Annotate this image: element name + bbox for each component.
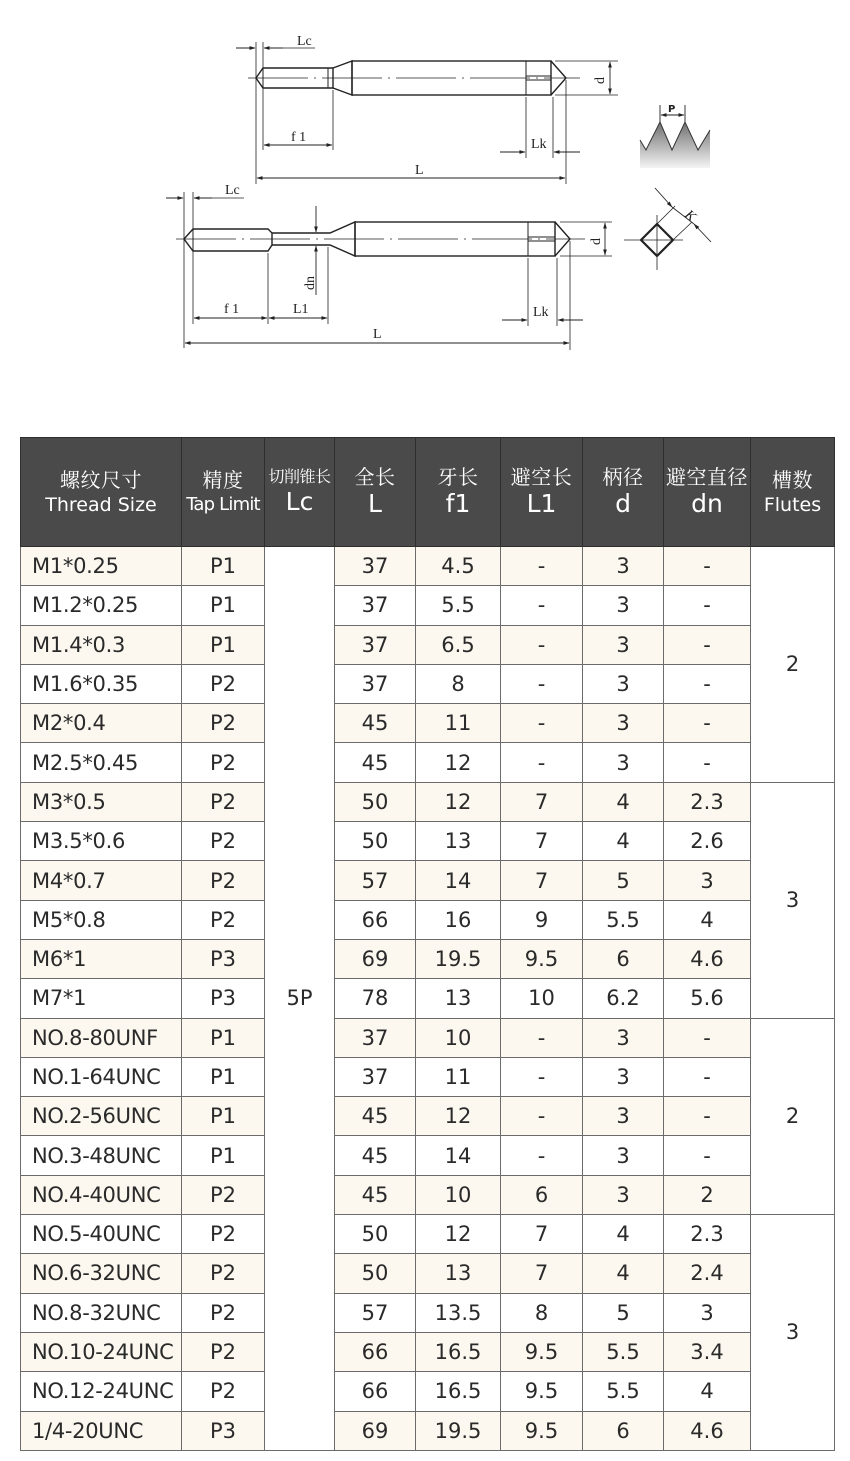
table-row [21, 1254, 835, 1293]
table-row [21, 782, 835, 821]
header-d [583, 438, 664, 547]
thread-size-cell: M4*0.7 [21, 861, 182, 900]
flutes-cell: 3 [751, 1215, 835, 1451]
d-cell: 5.5 [583, 900, 664, 939]
l1-cell: - [501, 586, 583, 625]
table-row [21, 1215, 835, 1254]
thread-size-cell: NO.6-32UNC [21, 1254, 182, 1293]
thread-size-cell: NO.8-80UNF [21, 1018, 182, 1057]
header-f1 [416, 438, 501, 547]
l1-cell: - [501, 1136, 583, 1175]
d-cell: 5 [583, 861, 664, 900]
header-tap-limit [182, 438, 265, 547]
f1-cell: 12 [416, 782, 501, 821]
header-en: Lc [285, 487, 314, 517]
thread-size-cell: M1*0.25 [21, 547, 182, 586]
f1-cell: 19.5 [416, 1411, 501, 1450]
table-row [21, 1372, 835, 1411]
l-cell: 50 [335, 1215, 416, 1254]
l1-cell: - [501, 743, 583, 782]
tap-dimension-diagram [0, 0, 850, 400]
dn-cell: - [664, 704, 751, 743]
l1-cell: 9 [501, 900, 583, 939]
l1-cell: - [501, 664, 583, 703]
header-zh: 柄径 [602, 465, 644, 490]
thread-size-cell: NO.2-56UNC [21, 1097, 182, 1136]
thread-size-cell: NO.4-40UNC [21, 1175, 182, 1214]
f1-cell: 14 [416, 1136, 501, 1175]
header-l1 [501, 438, 583, 547]
l1-cell: 9.5 [501, 1411, 583, 1450]
tap-limit-cell: P2 [182, 782, 265, 821]
dn-cell: 2.3 [664, 1215, 751, 1254]
d-cell: 4 [583, 782, 664, 821]
dn-cell: 4.6 [664, 939, 751, 978]
dn-cell: - [664, 586, 751, 625]
tap-limit-cell: P1 [182, 625, 265, 664]
bottom-l-label: L [373, 327, 382, 342]
l-cell: 37 [335, 625, 416, 664]
l-cell: 45 [335, 1175, 416, 1214]
d-cell: 3 [583, 1057, 664, 1096]
dn-cell: 2.3 [664, 782, 751, 821]
l1-cell: - [501, 1057, 583, 1096]
tap-limit-cell: P2 [182, 1332, 265, 1371]
header-en: f1 [445, 489, 471, 519]
table-row [21, 1411, 835, 1450]
thread-size-cell: M5*0.8 [21, 900, 182, 939]
f1-cell: 10 [416, 1018, 501, 1057]
table-row [21, 704, 835, 743]
lc-cell: 5P [265, 547, 335, 1451]
tap-limit-cell: P2 [182, 1215, 265, 1254]
f1-cell: 10 [416, 1175, 501, 1214]
dn-cell: - [664, 1136, 751, 1175]
l-cell: 50 [335, 782, 416, 821]
tap-limit-cell: P2 [182, 1372, 265, 1411]
dn-cell: 4 [664, 900, 751, 939]
d-cell: 4 [583, 1254, 664, 1293]
l1-cell: - [501, 704, 583, 743]
f1-cell: 5.5 [416, 586, 501, 625]
table-row [21, 1136, 835, 1175]
f1-cell: 16.5 [416, 1332, 501, 1371]
f1-cell: 8 [416, 664, 501, 703]
tap-limit-cell: P1 [182, 547, 265, 586]
f1-cell: 13.5 [416, 1293, 501, 1332]
l-cell: 37 [335, 1057, 416, 1096]
d-cell: 4 [583, 822, 664, 861]
flutes-cell: 3 [751, 782, 835, 1018]
pitch-label: P [668, 104, 676, 115]
l-cell: 69 [335, 1411, 416, 1450]
l-cell: 78 [335, 979, 416, 1018]
header-zh: 避空长 [510, 465, 573, 490]
thread-size-cell: NO.5-40UNC [21, 1215, 182, 1254]
tap-limit-cell: P3 [182, 1411, 265, 1450]
dn-cell: 3.4 [664, 1332, 751, 1371]
dn-cell: 3 [664, 1293, 751, 1332]
f1-cell: 13 [416, 979, 501, 1018]
table-header-row [21, 438, 835, 547]
flutes-cell: 2 [751, 1018, 835, 1214]
thread-size-cell: M1.6*0.35 [21, 664, 182, 703]
header-thread-size [21, 438, 182, 547]
l1-cell: 9.5 [501, 1372, 583, 1411]
header-lc [265, 438, 335, 547]
dn-cell: 4.6 [664, 1411, 751, 1450]
thread-size-cell: 1/4-20UNC [21, 1411, 182, 1450]
l-cell: 57 [335, 861, 416, 900]
thread-size-cell: M3.5*0.6 [21, 822, 182, 861]
header-en: d [615, 489, 631, 519]
d-cell: 3 [583, 547, 664, 586]
thread-size-cell: M7*1 [21, 979, 182, 1018]
dn-cell: - [664, 625, 751, 664]
f1-cell: 14 [416, 861, 501, 900]
table-row [21, 1332, 835, 1371]
tap-limit-cell: P1 [182, 1136, 265, 1175]
thread-size-cell: NO.8-32UNC [21, 1293, 182, 1332]
square-k-label: K [681, 207, 699, 226]
tap-limit-cell: P1 [182, 586, 265, 625]
header-en: Thread Size [45, 493, 157, 516]
l1-cell: 7 [501, 1254, 583, 1293]
l1-cell: 8 [501, 1293, 583, 1332]
top-l-label: L [415, 163, 424, 178]
table-row [21, 1057, 835, 1096]
dn-cell: - [664, 743, 751, 782]
tap-limit-cell: P3 [182, 939, 265, 978]
l-cell: 66 [335, 900, 416, 939]
d-cell: 5.5 [583, 1332, 664, 1371]
l-cell: 66 [335, 1332, 416, 1371]
table-body [21, 547, 835, 1451]
top-lk-label: Lk [531, 137, 547, 152]
dn-cell: 2.4 [664, 1254, 751, 1293]
table-row [21, 939, 835, 978]
bottom-f1-label: f 1 [224, 302, 240, 317]
d-cell: 3 [583, 586, 664, 625]
l1-cell: 7 [501, 1215, 583, 1254]
tap-limit-cell: P2 [182, 704, 265, 743]
tap-limit-cell: P3 [182, 979, 265, 1018]
thread-size-cell: NO.12-24UNC [21, 1372, 182, 1411]
dn-cell: - [664, 1018, 751, 1057]
dn-cell: - [664, 547, 751, 586]
thread-size-cell: M2.5*0.45 [21, 743, 182, 782]
l-cell: 45 [335, 1136, 416, 1175]
tap-limit-cell: P2 [182, 900, 265, 939]
dn-cell: 5.6 [664, 979, 751, 1018]
table-row [21, 625, 835, 664]
table-row [21, 1175, 835, 1214]
header-zh: 全长 [354, 465, 396, 490]
table-row [21, 547, 835, 586]
d-cell: 3 [583, 1175, 664, 1214]
tap-limit-cell: P2 [182, 1293, 265, 1332]
d-cell: 6 [583, 1411, 664, 1450]
d-cell: 3 [583, 1097, 664, 1136]
l1-cell: - [501, 1097, 583, 1136]
header-zh: 螺纹尺寸 [60, 467, 142, 492]
f1-cell: 6.5 [416, 625, 501, 664]
f1-cell: 13 [416, 1254, 501, 1293]
table-row [21, 743, 835, 782]
d-cell: 6.2 [583, 979, 664, 1018]
l-cell: 50 [335, 822, 416, 861]
table-row [21, 1097, 835, 1136]
d-cell: 3 [583, 743, 664, 782]
top-tap-drawing [236, 42, 618, 184]
header-en: Flutes [763, 493, 822, 516]
d-cell: 5.5 [583, 1372, 664, 1411]
dn-cell: 2.6 [664, 822, 751, 861]
table-row [21, 900, 835, 939]
f1-cell: 16.5 [416, 1372, 501, 1411]
l1-cell: 6 [501, 1175, 583, 1214]
l1-cell: - [501, 625, 583, 664]
d-cell: 3 [583, 1136, 664, 1175]
f1-cell: 12 [416, 743, 501, 782]
bottom-tap-drawing [166, 192, 612, 350]
bottom-lc-label: Lc [225, 183, 240, 198]
l-cell: 37 [335, 586, 416, 625]
tap-limit-cell: P1 [182, 1018, 265, 1057]
l-cell: 66 [335, 1372, 416, 1411]
thread-size-cell: NO.1-64UNC [21, 1057, 182, 1096]
l1-cell: - [501, 547, 583, 586]
flutes-cell: 2 [751, 547, 835, 783]
dn-cell: - [664, 1097, 751, 1136]
header-en: L1 [526, 489, 557, 519]
thread-size-cell: M2*0.4 [21, 704, 182, 743]
header-zh: 槽数 [772, 467, 813, 492]
header-flutes [751, 438, 835, 547]
l1-cell: 9.5 [501, 939, 583, 978]
table-row [21, 664, 835, 703]
header-en: L [368, 489, 382, 519]
l-cell: 45 [335, 743, 416, 782]
l-cell: 37 [335, 1018, 416, 1057]
dn-cell: - [664, 664, 751, 703]
thread-size-cell: M3*0.5 [21, 782, 182, 821]
l1-cell: 7 [501, 822, 583, 861]
dn-cell: 3 [664, 861, 751, 900]
dn-cell: 4 [664, 1372, 751, 1411]
table-row [21, 1293, 835, 1332]
top-f1-label: f 1 [291, 130, 307, 145]
thread-size-cell: M1.2*0.25 [21, 586, 182, 625]
header-zh: 避空直径 [666, 465, 748, 490]
bottom-lk-label: Lk [533, 305, 549, 320]
dn-cell: 2 [664, 1175, 751, 1214]
l-cell: 37 [335, 547, 416, 586]
tap-limit-cell: P2 [182, 861, 265, 900]
dn-cell: - [664, 1057, 751, 1096]
header-zh: 牙长 [437, 465, 479, 490]
d-cell: 3 [583, 664, 664, 703]
top-d-label: d [593, 77, 608, 84]
table-row [21, 586, 835, 625]
f1-cell: 11 [416, 704, 501, 743]
header-en: Tap Limit [186, 494, 260, 516]
tap-limit-cell: P2 [182, 664, 265, 703]
header-l [335, 438, 416, 547]
d-cell: 3 [583, 704, 664, 743]
bottom-d-label: d [589, 238, 604, 245]
l1-cell: 10 [501, 979, 583, 1018]
f1-cell: 19.5 [416, 939, 501, 978]
square-end-icon [624, 188, 711, 270]
f1-cell: 12 [416, 1215, 501, 1254]
d-cell: 4 [583, 1215, 664, 1254]
table-row [21, 979, 835, 1018]
tap-limit-cell: P2 [182, 1254, 265, 1293]
d-cell: 6 [583, 939, 664, 978]
d-cell: 3 [583, 1018, 664, 1057]
table-row [21, 822, 835, 861]
l1-cell: - [501, 1018, 583, 1057]
tap-specification-table [20, 437, 835, 1451]
header-dn [664, 438, 751, 547]
d-cell: 3 [583, 625, 664, 664]
l1-cell: 7 [501, 782, 583, 821]
table-row [21, 1018, 835, 1057]
l1-cell: 7 [501, 861, 583, 900]
d-cell: 5 [583, 1293, 664, 1332]
thread-size-cell: M6*1 [21, 939, 182, 978]
f1-cell: 12 [416, 1097, 501, 1136]
f1-cell: 13 [416, 822, 501, 861]
l-cell: 45 [335, 704, 416, 743]
bottom-dn-label: dn [303, 276, 318, 290]
f1-cell: 4.5 [416, 547, 501, 586]
thread-size-cell: NO.10-24UNC [21, 1332, 182, 1371]
l1-cell: 9.5 [501, 1332, 583, 1371]
top-lc-label: Lc [297, 34, 312, 49]
tap-limit-cell: P2 [182, 743, 265, 782]
table-row [21, 861, 835, 900]
bottom-l1-label: L1 [293, 302, 309, 317]
tap-limit-cell: P2 [182, 822, 265, 861]
tap-limit-cell: P1 [182, 1097, 265, 1136]
l-cell: 37 [335, 664, 416, 703]
tap-limit-cell: P1 [182, 1057, 265, 1096]
header-zh: 精度 [202, 468, 244, 493]
l-cell: 45 [335, 1097, 416, 1136]
l-cell: 50 [335, 1254, 416, 1293]
f1-cell: 16 [416, 900, 501, 939]
header-en: dn [691, 489, 723, 519]
thread-size-cell: NO.3-48UNC [21, 1136, 182, 1175]
l-cell: 69 [335, 939, 416, 978]
l-cell: 57 [335, 1293, 416, 1332]
thread-size-cell: M1.4*0.3 [21, 625, 182, 664]
f1-cell: 11 [416, 1057, 501, 1096]
tap-limit-cell: P2 [182, 1175, 265, 1214]
header-zh: 切削锥长 [268, 467, 331, 487]
